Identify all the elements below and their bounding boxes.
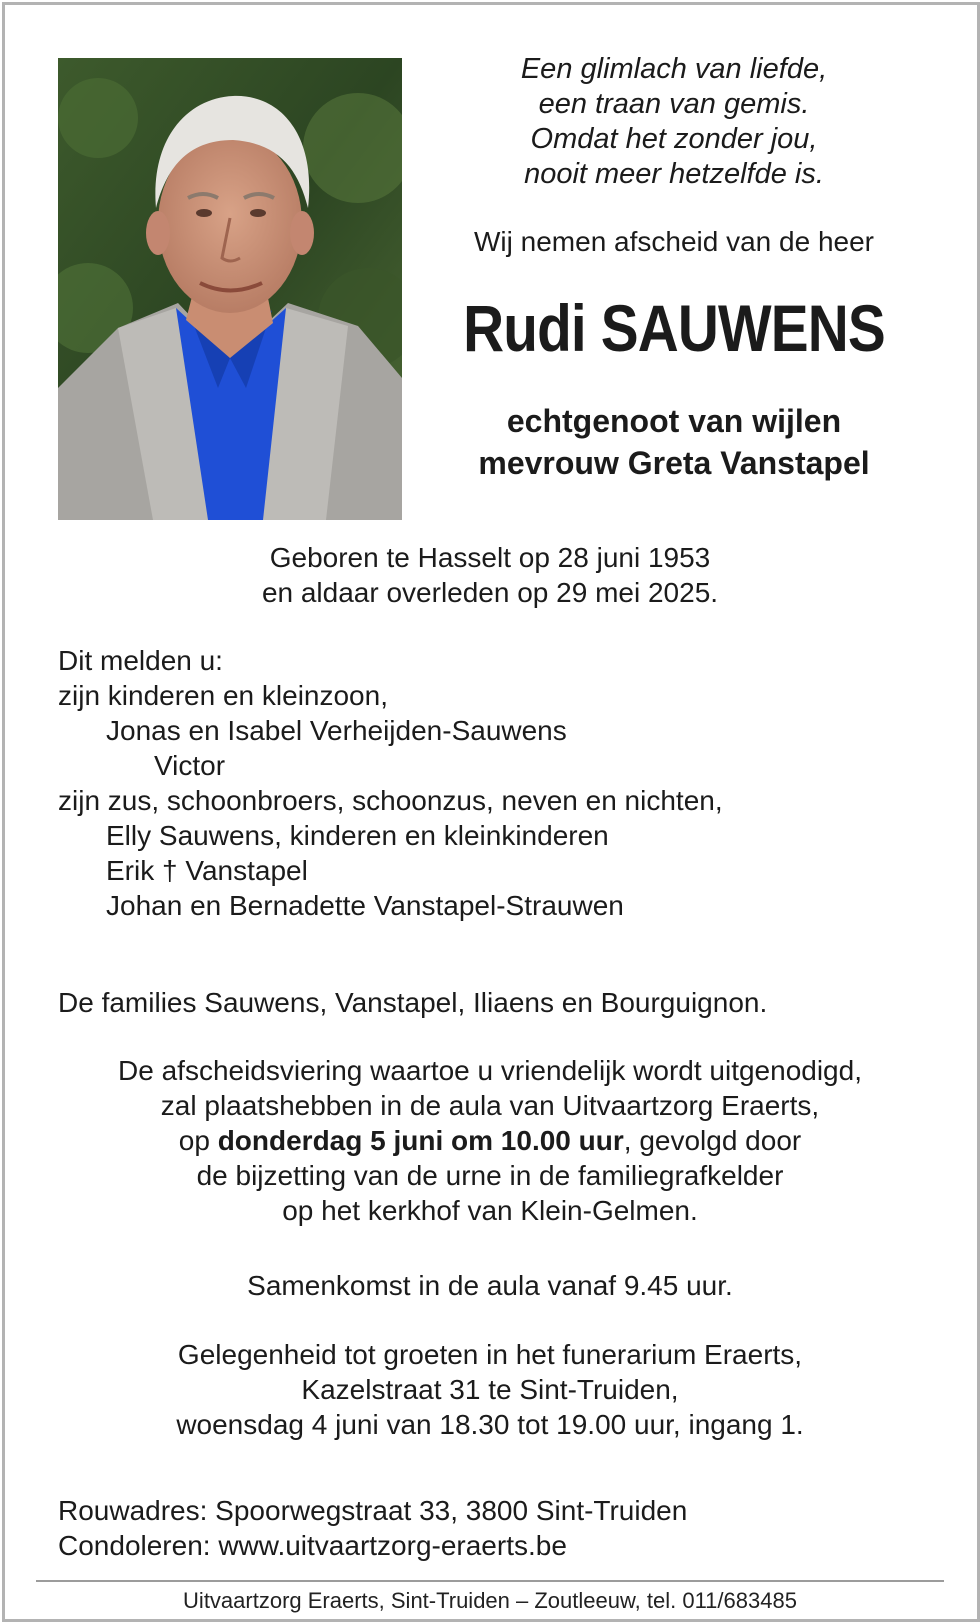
birth-line: Geboren te Hasselt op 28 juni 1953 <box>269 542 711 573</box>
poem-line: Een glimlach van liefde, <box>520 53 828 85</box>
siblings-heading: zijn zus, schoonbroers, schoonzus, neven en nichten, <box>58 785 723 816</box>
families-line: De families Sauwens, Vanstapel, Iliaens en Bourguignon. <box>58 987 768 1018</box>
ceremony-info <box>58 1053 922 1228</box>
intro-line: Wij nemen afscheid van de heer <box>474 226 874 257</box>
sibling-entry: Erik † Vanstapel <box>106 855 308 886</box>
ceremony-date: donderdag 5 juni om 10.00 uur <box>217 1125 624 1156</box>
sibling-entry: Elly Sauwens, kinderen en kleinkinderen <box>106 820 609 851</box>
death-line: en aldaar overleden op 29 mei 2025. <box>261 577 719 608</box>
visitation-info <box>58 1337 922 1442</box>
ceremony-pre: op <box>178 1125 218 1156</box>
contact-info <box>58 1493 928 1563</box>
spouse-info <box>410 400 938 484</box>
poem-line: Omdat het zonder jou, <box>530 123 818 155</box>
spouse-line: mevrouw Greta Vanstapel <box>478 445 870 481</box>
footer-divider <box>36 1580 944 1582</box>
sibling-entry: Johan en Bernadette Vanstapel-Strauwen <box>106 890 624 921</box>
ceremony-date-line <box>58 1123 922 1158</box>
deceased-name: Rudi SAUWENS <box>463 291 885 365</box>
spouse-line: echtgenoot van wijlen <box>506 403 842 439</box>
ceremony-line: De afscheidsviering waartoe u vriendelijk wordt uitgenodigd, <box>118 1055 862 1086</box>
poem-line: een traan van gemis. <box>538 88 810 120</box>
ceremony-line: de bijzetting van de urne in de familiegrafkelder <box>196 1160 784 1191</box>
poem-line: nooit meer hetzelfde is. <box>524 158 824 190</box>
ceremony-post: , gevolgd door <box>623 1125 802 1156</box>
poem <box>410 52 938 192</box>
mourning-address: Rouwadres: Spoorwegstraat 33, 3800 Sint-Truiden <box>58 1495 688 1526</box>
portrait-photo <box>58 58 402 520</box>
children-names: Jonas en Isabel Verheijden-Sauwens <box>106 715 567 746</box>
grandson-name: Victor <box>154 750 226 781</box>
children-heading: zijn kinderen en kleinzoon, <box>58 680 388 711</box>
visitation-line: Gelegenheid tot groeten in het funerarium Eraerts, <box>177 1339 803 1370</box>
visitation-line: woensdag 4 juni van 18.30 tot 19.00 uur, ingang 1. <box>176 1409 804 1440</box>
ceremony-line: zal plaatshebben in de aula van Uitvaartzorg Eraerts, <box>160 1090 820 1121</box>
announcers-intro: Dit melden u: <box>58 645 223 676</box>
gathering-line: Samenkomst in de aula vanaf 9.45 uur. <box>247 1270 733 1301</box>
ceremony-line: op het kerkhof van Klein-Gelmen. <box>282 1195 698 1226</box>
birth-death-info <box>58 540 922 610</box>
announcers-list <box>58 643 928 923</box>
condolence-link[interactable]: Condoleren: www.uitvaartzorg-eraerts.be <box>58 1530 567 1561</box>
footer-text: Uitvaartzorg Eraerts, Sint-Truiden – Zoutleeuw, tel. 011/683485 <box>183 1588 797 1613</box>
visitation-line: Kazelstraat 31 te Sint-Truiden, <box>301 1374 679 1405</box>
